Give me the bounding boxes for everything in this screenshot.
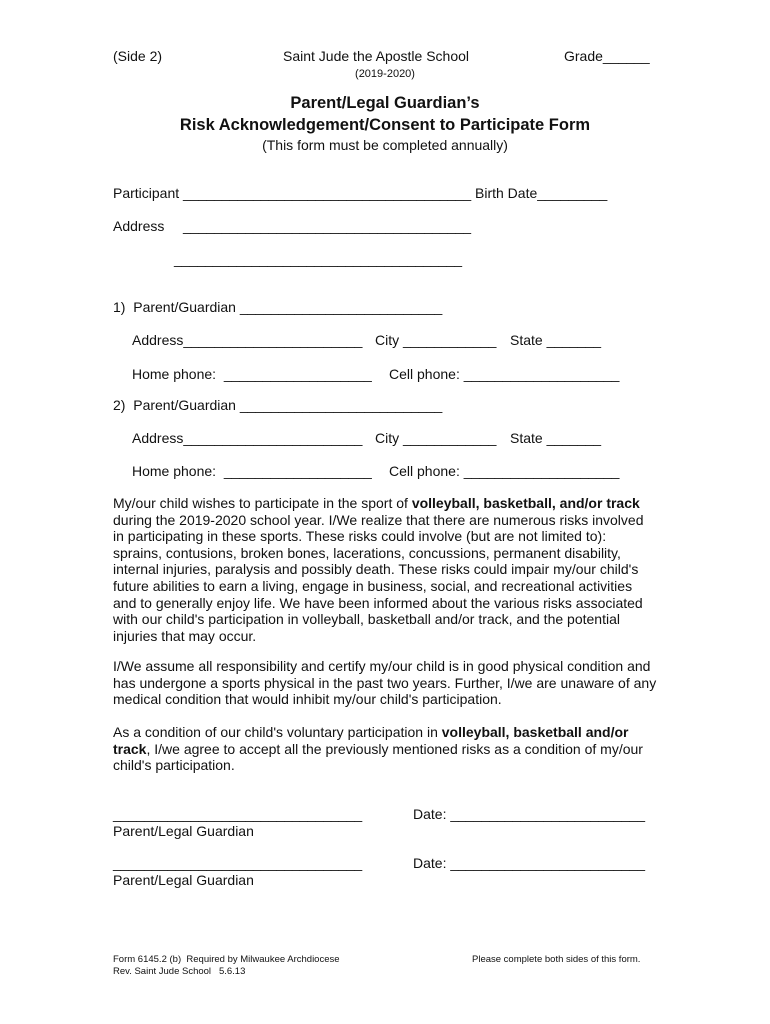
paragraph-responsibility <box>113 658 658 708</box>
signature2-line[interactable]: ________________________________ <box>113 855 363 871</box>
guardian1-address-field[interactable]: Address_______________________ <box>132 332 363 348</box>
form-title-line1: Parent/Legal Guardian’s <box>290 94 480 112</box>
guardian1-city-field[interactable]: City ____________ <box>375 332 497 348</box>
p3-text-rest: , I/we agree to accept all the previously mentioned risks as a condition of my/our child's participation. <box>113 740 643 774</box>
guardian2-state-field[interactable]: State _______ <box>510 430 602 446</box>
footer-note: Please complete both sides of this form. <box>472 954 641 965</box>
guardian1-cell-phone-field[interactable]: Cell phone: ____________________ <box>389 366 620 382</box>
guardian2-address-field[interactable]: Address_______________________ <box>132 430 363 446</box>
p2-text: I/We assume all responsibility and certify my/our child is in good physical condition and has undergone a sports physical in the past two years. Further, I/we are unaware of any medical condition that would inhibit my/our child's participation. <box>113 658 657 708</box>
guardian1-name-field[interactable]: 1) Parent/Guardian __________________________ <box>113 299 443 315</box>
address-field-line1[interactable]: _____________________________________ <box>183 218 472 234</box>
guardian2-name-field[interactable]: 2) Parent/Guardian __________________________ <box>113 397 443 413</box>
signature1-line[interactable]: ________________________________ <box>113 806 363 822</box>
guardian2-home-phone-field[interactable]: Home phone: ___________________ <box>132 463 372 479</box>
side-label: (Side 2) <box>113 48 163 64</box>
form-note: (This form must be completed annually) <box>262 137 508 153</box>
grade-field[interactable]: Grade______ <box>564 48 650 64</box>
signature1-label: Parent/Legal Guardian <box>113 823 254 839</box>
footer-revision: Rev. Saint Jude School 5.6.13 <box>113 966 246 977</box>
form-title-line2: Risk Acknowledgement/Consent to Participate Form <box>179 116 591 134</box>
address-label: Address <box>113 218 165 234</box>
p3-text-start: As a condition of our child's voluntary participation in <box>113 724 442 740</box>
school-name: Saint Jude the Apostle School <box>283 48 470 64</box>
signature1-date-field[interactable]: Date: _________________________ <box>413 806 646 822</box>
paragraph-risks <box>113 495 658 644</box>
school-year: (2019-2020) <box>355 68 415 80</box>
signature2-label: Parent/Legal Guardian <box>113 872 254 888</box>
paragraph-condition <box>113 724 658 774</box>
p3-text-sports: volleyball, basketball and/or track <box>113 724 629 757</box>
p1-text-sports: volleyball, basketball, and/or track <box>411 495 640 511</box>
p1-text-start: My/our child wishes to participate in the sport of <box>113 495 412 511</box>
address-field-line2[interactable]: _____________________________________ <box>174 251 463 267</box>
guardian2-cell-phone-field[interactable]: Cell phone: ____________________ <box>389 463 620 479</box>
footer-form-number: Form 6145.2 (b) Required by Milwaukee Archdiocese <box>113 954 340 965</box>
p1-text-rest: during the 2019-2020 school year. I/We realize that there are numerous risks involved in participating in these sports. These risks could involve (but are not limited to): sprains, contusions, broken bones, lacerations, concussions, permanent disability, internal injuries, paralysis and possibly death. These risks could impair my/our child's future abilities to earn a living, engage in business, social, and recreational activities and to generally enjoy life. We have been informed about the various risks associated with our child's participation in volleyball, basketball and/or track, and the potential injuries that may occur. <box>113 511 644 644</box>
participant-field[interactable]: Participant _____________________________________ Birth Date_________ <box>113 185 608 201</box>
guardian1-home-phone-field[interactable]: Home phone: ___________________ <box>132 366 372 382</box>
guardian2-city-field[interactable]: City ____________ <box>375 430 497 446</box>
guardian1-state-field[interactable]: State _______ <box>510 332 602 348</box>
signature2-date-field[interactable]: Date: _________________________ <box>413 855 646 871</box>
